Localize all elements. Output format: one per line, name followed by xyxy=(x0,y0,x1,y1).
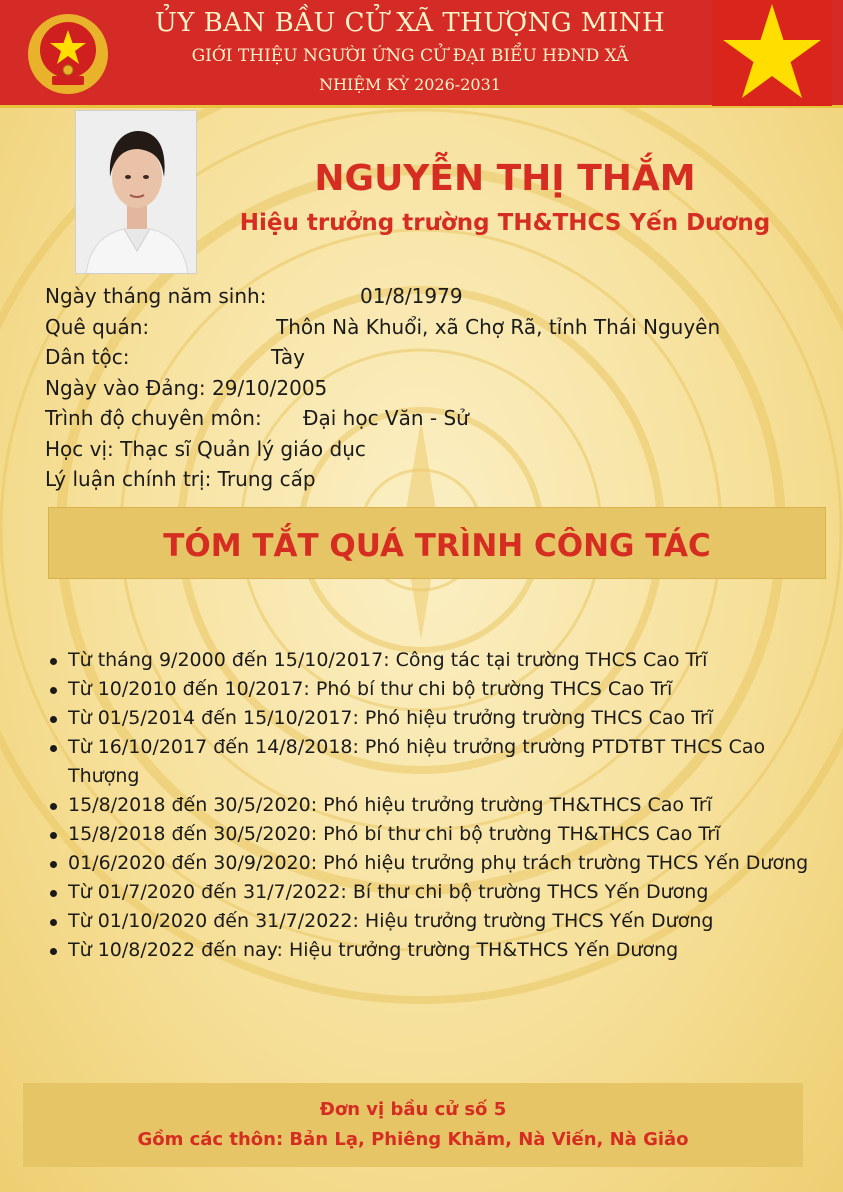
portrait-illustration xyxy=(76,111,197,274)
career-text: 15/8/2018 đến 30/5/2020: Phó bí thư chi bộ trường TH&THCS Cao Trĩ xyxy=(68,823,721,845)
career-text: 01/6/2020 đến 30/9/2020: Phó hiệu trưởng phụ trách trường THCS Yến Dương xyxy=(68,852,809,874)
info-label: Trình độ chuyên môn: xyxy=(45,406,262,430)
list-item xyxy=(48,878,818,907)
info-label: Lý luận chính trị: Trung cấp xyxy=(45,467,316,491)
section-banner xyxy=(48,507,826,579)
info-value: Đại học Văn - Sử xyxy=(303,406,469,430)
info-row-party-date xyxy=(45,376,805,407)
bullet-icon xyxy=(50,832,57,839)
info-label: Ngày vào Đảng: 29/10/2005 xyxy=(45,375,328,400)
info-value: Tày xyxy=(271,345,305,369)
career-text: Từ 16/10/2017 đến 14/8/2018: Phó hiệu trưởng trường PTDTBT THCS Cao Thượng xyxy=(68,736,766,787)
info-label: Ngày tháng năm sinh: xyxy=(45,284,267,308)
list-item xyxy=(48,646,818,675)
villages-list: Gồm các thôn: Bản Lạ, Phiêng Khăm, Nà Viến, Nà Giảo xyxy=(137,1129,689,1150)
list-item xyxy=(48,733,818,791)
personal-info xyxy=(45,284,805,498)
info-row-hometown xyxy=(45,315,805,346)
vietnam-flag-star-icon xyxy=(712,0,832,106)
header-banner xyxy=(0,0,843,108)
bullet-icon xyxy=(50,948,57,955)
info-label: Quê quán: xyxy=(45,314,150,339)
career-text: Từ 10/2010 đến 10/2017: Phó bí thư chi bộ trường THCS Cao Trĩ xyxy=(68,678,673,700)
flag xyxy=(712,0,832,106)
candidate-photo xyxy=(75,110,197,274)
info-row-qualification xyxy=(45,406,805,437)
list-item xyxy=(48,704,818,733)
header-line-2: GIỚI THIỆU NGƯỜI ỨNG CỬ ĐẠI BIỂU HĐND XÃ xyxy=(191,46,629,66)
bullet-icon xyxy=(50,716,57,723)
info-label: Dân tộc: xyxy=(45,345,130,369)
election-unit: Đơn vị bầu cử số 5 xyxy=(319,1099,507,1120)
career-text: Từ 01/7/2020 đến 31/7/2022: Bí thư chi bộ trường THCS Yến Dương xyxy=(68,881,709,903)
info-row-ethnicity xyxy=(45,345,805,376)
bullet-icon xyxy=(50,745,57,752)
info-row-politics xyxy=(45,467,805,498)
bullet-icon xyxy=(50,861,57,868)
bullet-icon xyxy=(50,687,57,694)
footer-box xyxy=(23,1083,803,1167)
career-text: Từ tháng 9/2000 đến 15/10/2017: Công tác tại trường THCS Cao Trĩ xyxy=(68,649,708,671)
info-label: Học vị: Thạc sĩ Quản lý giáo dục xyxy=(45,436,366,461)
header-line-3: NHIỆM KỲ 2026-2031 xyxy=(319,75,501,94)
bullet-icon xyxy=(50,919,57,926)
list-item xyxy=(48,849,818,878)
career-list xyxy=(48,646,818,965)
bullet-icon xyxy=(50,658,57,665)
list-item xyxy=(48,675,818,704)
info-value: Thôn Nà Khuổi, xã Chợ Rã, tỉnh Thái Nguyên xyxy=(276,314,721,339)
vietnam-national-emblem-icon xyxy=(24,10,112,98)
candidate-position: Hiệu trưởng trường TH&THCS Yến Dương xyxy=(239,210,771,236)
list-item xyxy=(48,936,818,965)
list-item xyxy=(48,820,818,849)
info-value: 01/8/1979 xyxy=(360,284,463,308)
info-row-degree xyxy=(45,437,805,468)
career-text: Từ 01/10/2020 đến 31/7/2022: Hiệu trưởng trường THCS Yến Dương xyxy=(68,910,714,932)
section-title: TÓM TẮT QUÁ TRÌNH CÔNG TÁC xyxy=(163,528,711,564)
header-line-1: ỦY BAN BẦU CỬ XÃ THƯỢNG MINH xyxy=(154,8,666,38)
list-item xyxy=(48,791,818,820)
info-row-birthdate xyxy=(45,284,805,315)
candidate-name: NGUYỄN THỊ THẮM xyxy=(314,158,696,199)
career-text: Từ 10/8/2022 đến nay: Hiệu trưởng trường TH&THCS Yến Dương xyxy=(68,939,679,961)
list-item xyxy=(48,907,818,936)
career-text: Từ 01/5/2014 đến 15/10/2017: Phó hiệu trưởng trường THCS Cao Trĩ xyxy=(68,707,714,729)
career-text: 15/8/2018 đến 30/5/2020: Phó hiệu trưởng trường TH&THCS Cao Trĩ xyxy=(68,794,712,816)
bullet-icon xyxy=(50,803,57,810)
bullet-icon xyxy=(50,890,57,897)
